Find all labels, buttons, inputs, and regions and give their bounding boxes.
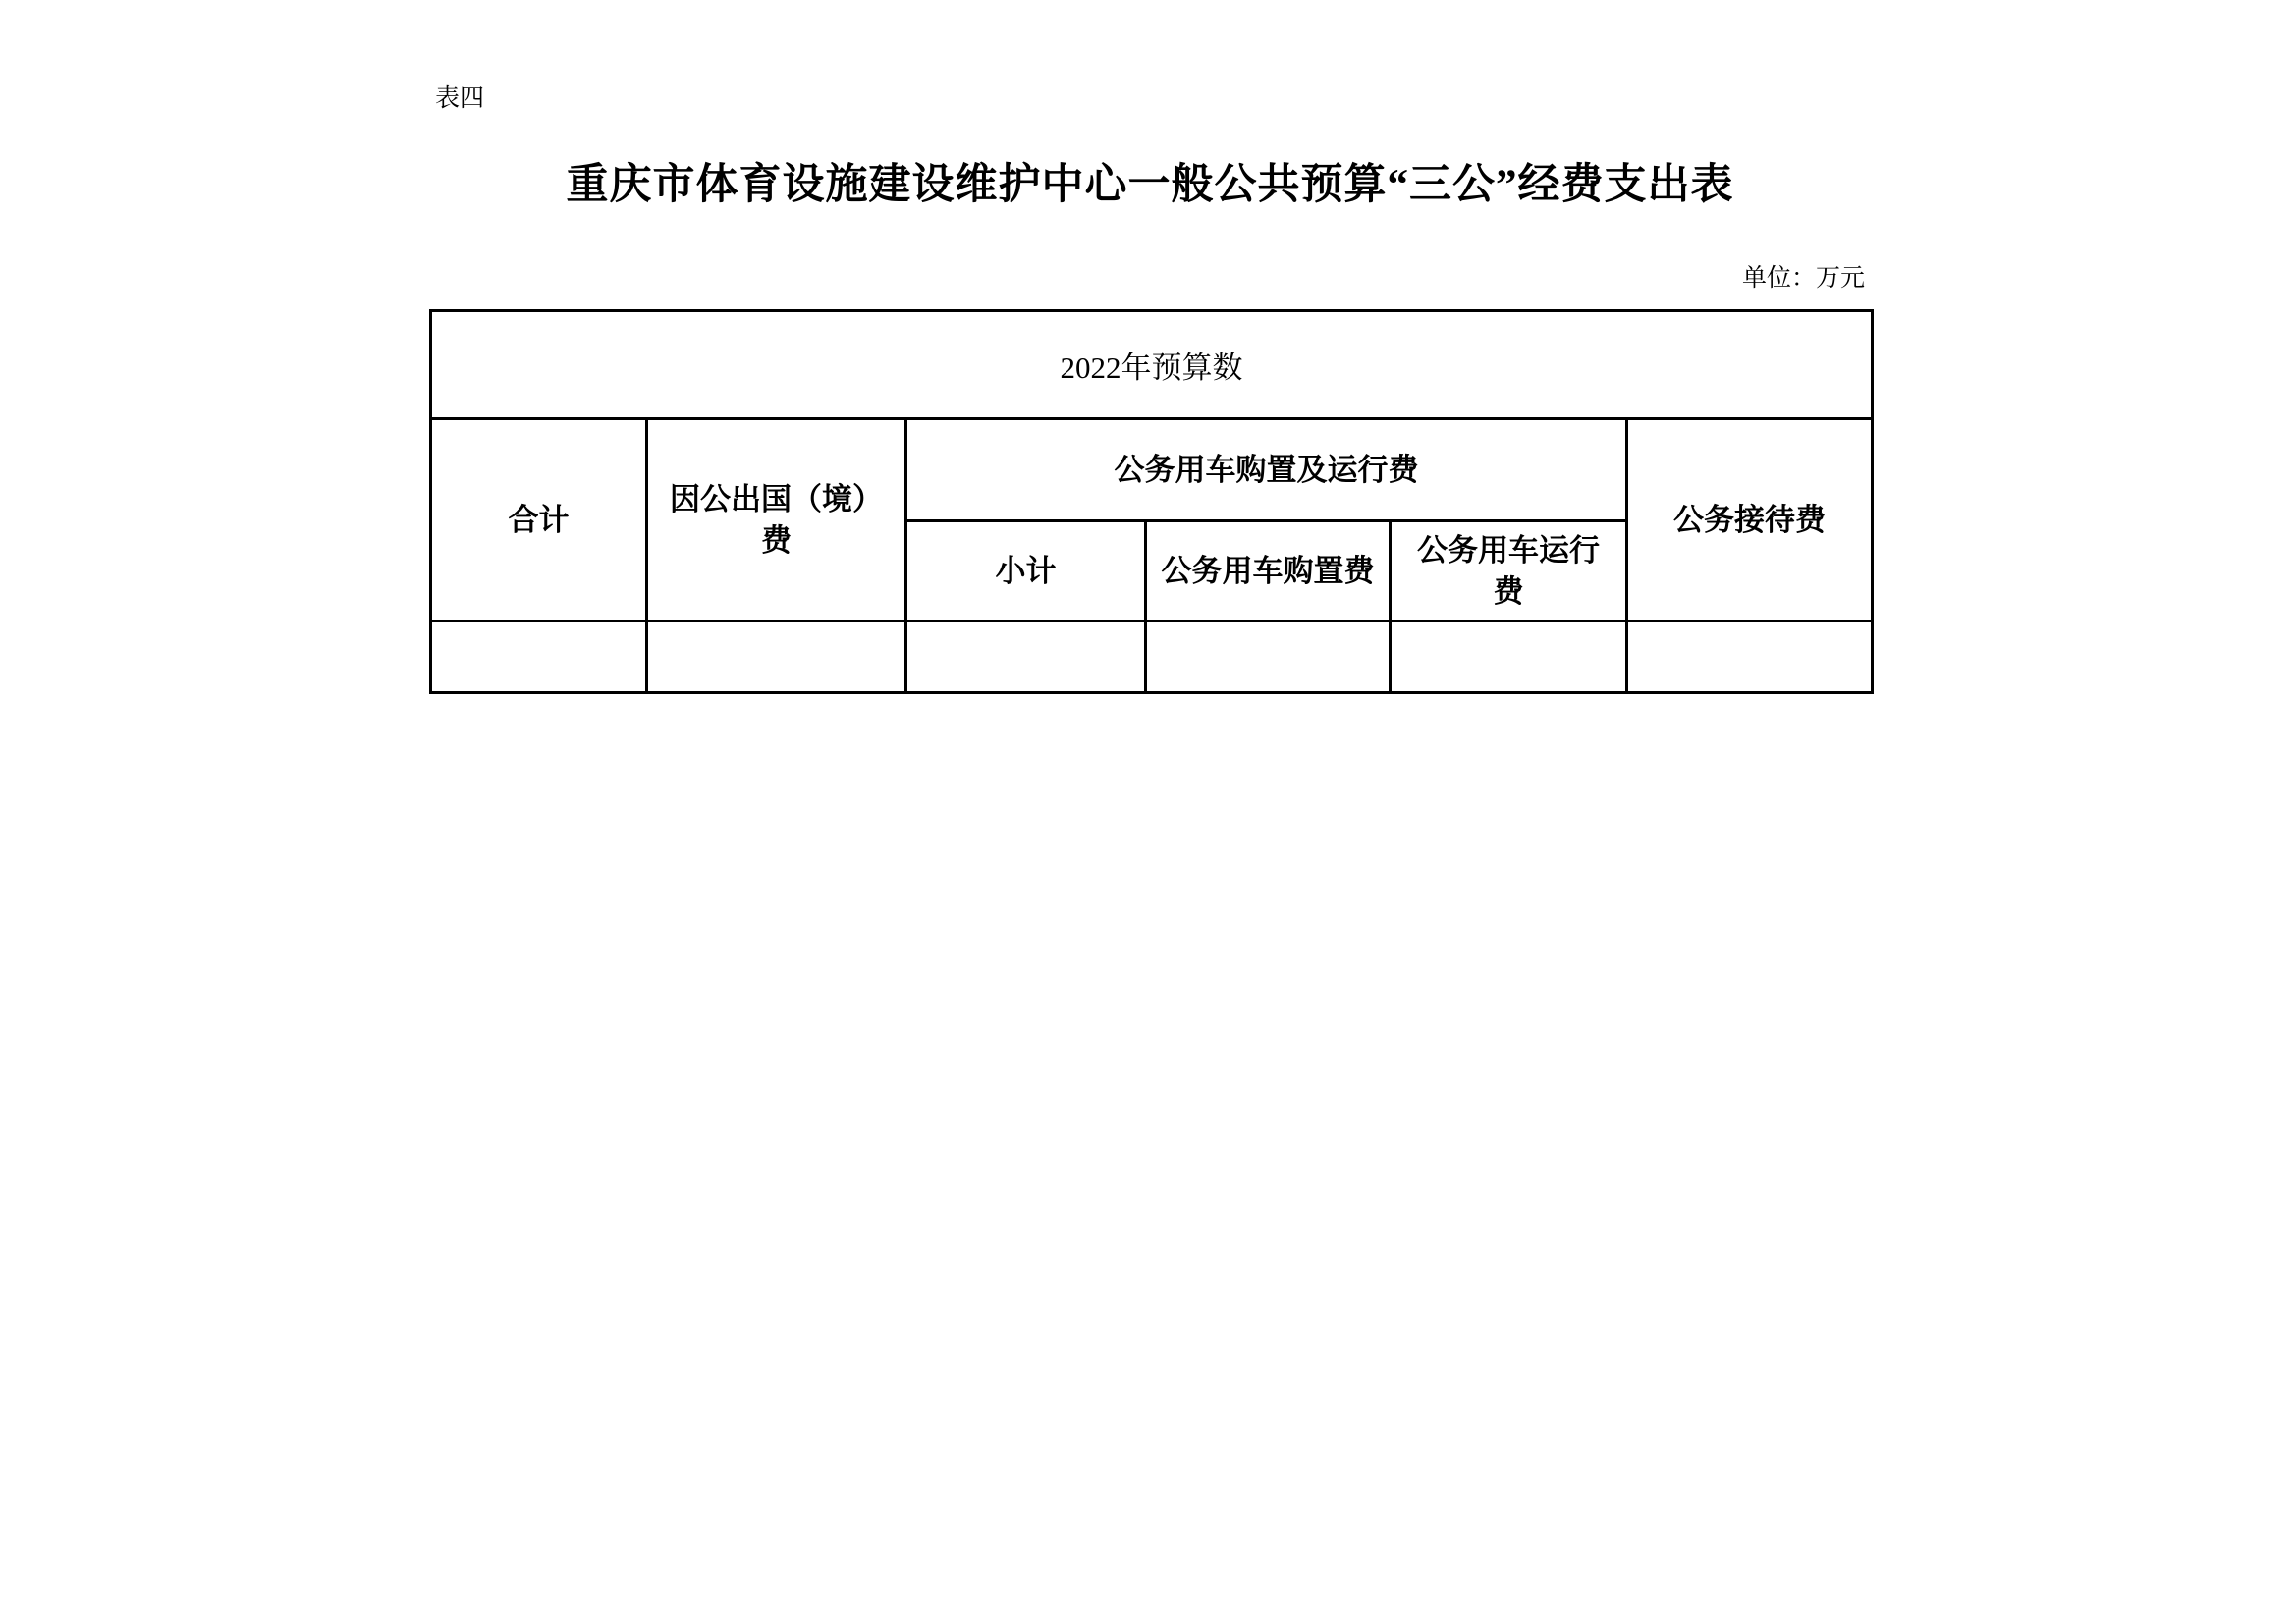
abroad-fee-header-label: 因公出国（境）费: [670, 481, 883, 558]
vehicle-group-header-cell: 公务用车购置及运行费: [906, 419, 1627, 521]
vehicle-subtotal-header-cell: 小计: [906, 521, 1146, 622]
vehicle-purchase-value-cell: [1146, 622, 1391, 693]
abroad-fee-value-cell: [647, 622, 906, 693]
three-public-expenses-table: [429, 309, 1874, 694]
table-number-label: 表四: [435, 85, 485, 112]
abroad-fee-header-cell: [647, 419, 906, 622]
document-title: 重庆市体育设施建设维护中心一般公共预算“三公”经费支出表: [566, 162, 1734, 208]
data-row: [431, 622, 1873, 693]
total-value-cell: [431, 622, 647, 693]
year-header-cell: 2022年预算数: [431, 311, 1873, 419]
reception-fee-header-cell: 公务接待费: [1627, 419, 1873, 622]
year-header-row: [431, 311, 1873, 419]
vehicle-purchase-header-cell: 公务用车购置费: [1146, 521, 1391, 622]
reception-fee-value-cell: [1627, 622, 1873, 693]
column-header-row: [431, 419, 1873, 521]
vehicle-operation-header-cell: [1391, 521, 1627, 622]
unit-note: 单位：万元: [1741, 265, 1865, 292]
vehicle-operation-value-cell: [1391, 622, 1627, 693]
vehicle-operation-header-label: 公务用车运行费: [1417, 532, 1600, 609]
vehicle-subtotal-value-cell: [906, 622, 1146, 693]
total-header-cell: 合计: [431, 419, 647, 622]
